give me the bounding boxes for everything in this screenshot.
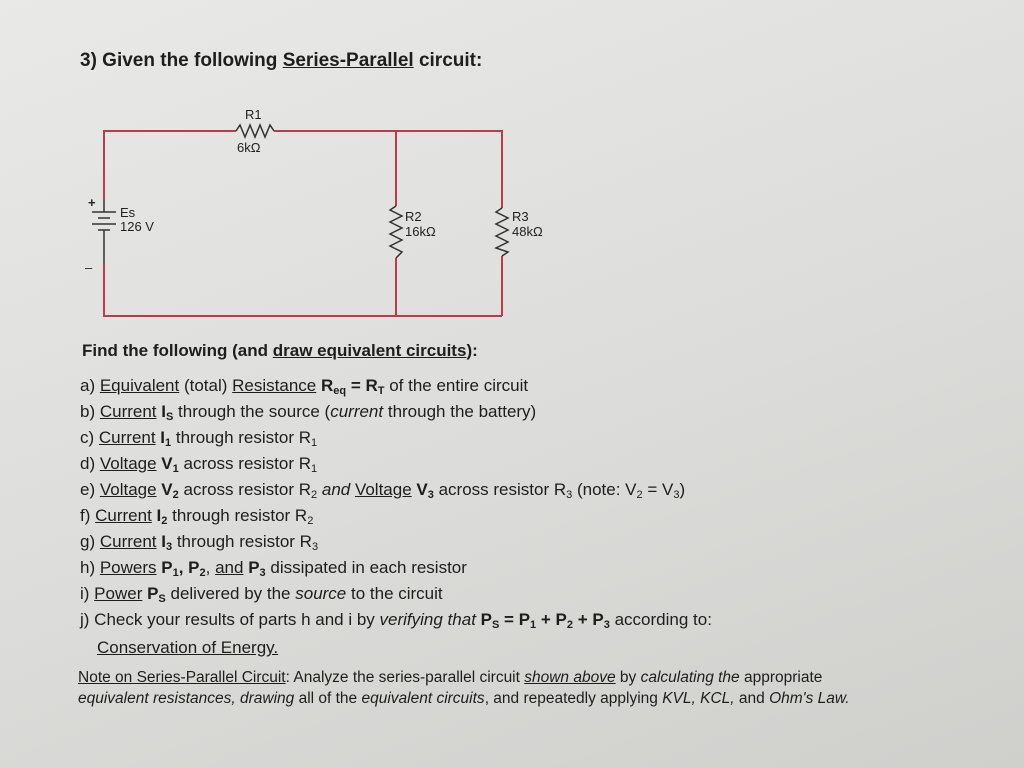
source-value-label: 126 V bbox=[120, 219, 154, 234]
note-paragraph: Note on Series-Parallel Circuit: Analyze the series-parallel circuit shown above by calculating the appropriate equivalent resistances, drawing all of the equivalent circuits, and repeatedly applying KVL, KCL, and Ohm's Law. bbox=[78, 669, 850, 707]
r1-resistor-symbol bbox=[236, 125, 274, 137]
r1-name-label: R1 bbox=[245, 107, 262, 122]
source-name-label: Es bbox=[120, 205, 136, 220]
r1-value-label: 6kΩ bbox=[237, 140, 261, 155]
item-d: d) Voltage $V_1$ across resistor $R_1$ bbox=[80, 454, 318, 475]
r2-resistor-symbol bbox=[390, 206, 402, 258]
item-j: j) Check your results of parts h and i by verifying that $P_S = P_1 + P_2 + P_3$ according to: bbox=[80, 610, 712, 631]
item-c: c) Current $I_1$ through resistor $R_1$ bbox=[80, 428, 318, 449]
item-g: g) Current $I_3$ through resistor $R_3$ bbox=[80, 532, 319, 553]
note-label: Note on Series-Parallel Circuit bbox=[78, 669, 286, 686]
circuit-diagram bbox=[0, 0, 1024, 330]
item-j-line2: Conservation of Energy. bbox=[97, 638, 279, 657]
item-e: e) Voltage $V_2$ across resistor $R_2$ and Voltage $V_3$ across resistor $R_3$ (note: $V_2 = V_3$) bbox=[80, 480, 686, 501]
item-f: f) Current $I_2$ through resistor $R_2$ bbox=[80, 506, 314, 527]
r2-name-label: R2 bbox=[405, 209, 422, 224]
item-h: h) Powers $P_1$, $P_2$, and $P_3$ dissipated in each resistor bbox=[80, 558, 467, 579]
item-i: i) Power $P_S$ delivered by the source to the circuit bbox=[80, 584, 443, 605]
battery-plus-label: + bbox=[88, 195, 96, 210]
r3-value-label: 48kΩ bbox=[512, 224, 543, 239]
r3-name-label: R3 bbox=[512, 209, 529, 224]
r3-resistor-symbol bbox=[496, 208, 508, 256]
item-a: a) Equivalent (total) Resistance $R_{eq} = R_T$ of the entire circuit bbox=[80, 376, 529, 397]
battery-symbol bbox=[92, 200, 116, 264]
problem-title: 3) Given the following Series-Parallel circuit: bbox=[80, 50, 483, 71]
find-heading: Find the following (and draw equivalent circuits): bbox=[82, 341, 478, 360]
battery-minus-label: – bbox=[85, 260, 93, 275]
circuit-wires bbox=[104, 131, 502, 316]
title-emphasis: Series-Parallel bbox=[282, 50, 414, 71]
item-b: b) Current $I_S$ through the source (current through the battery) bbox=[80, 402, 537, 423]
r2-value-label: 16kΩ bbox=[405, 224, 436, 239]
